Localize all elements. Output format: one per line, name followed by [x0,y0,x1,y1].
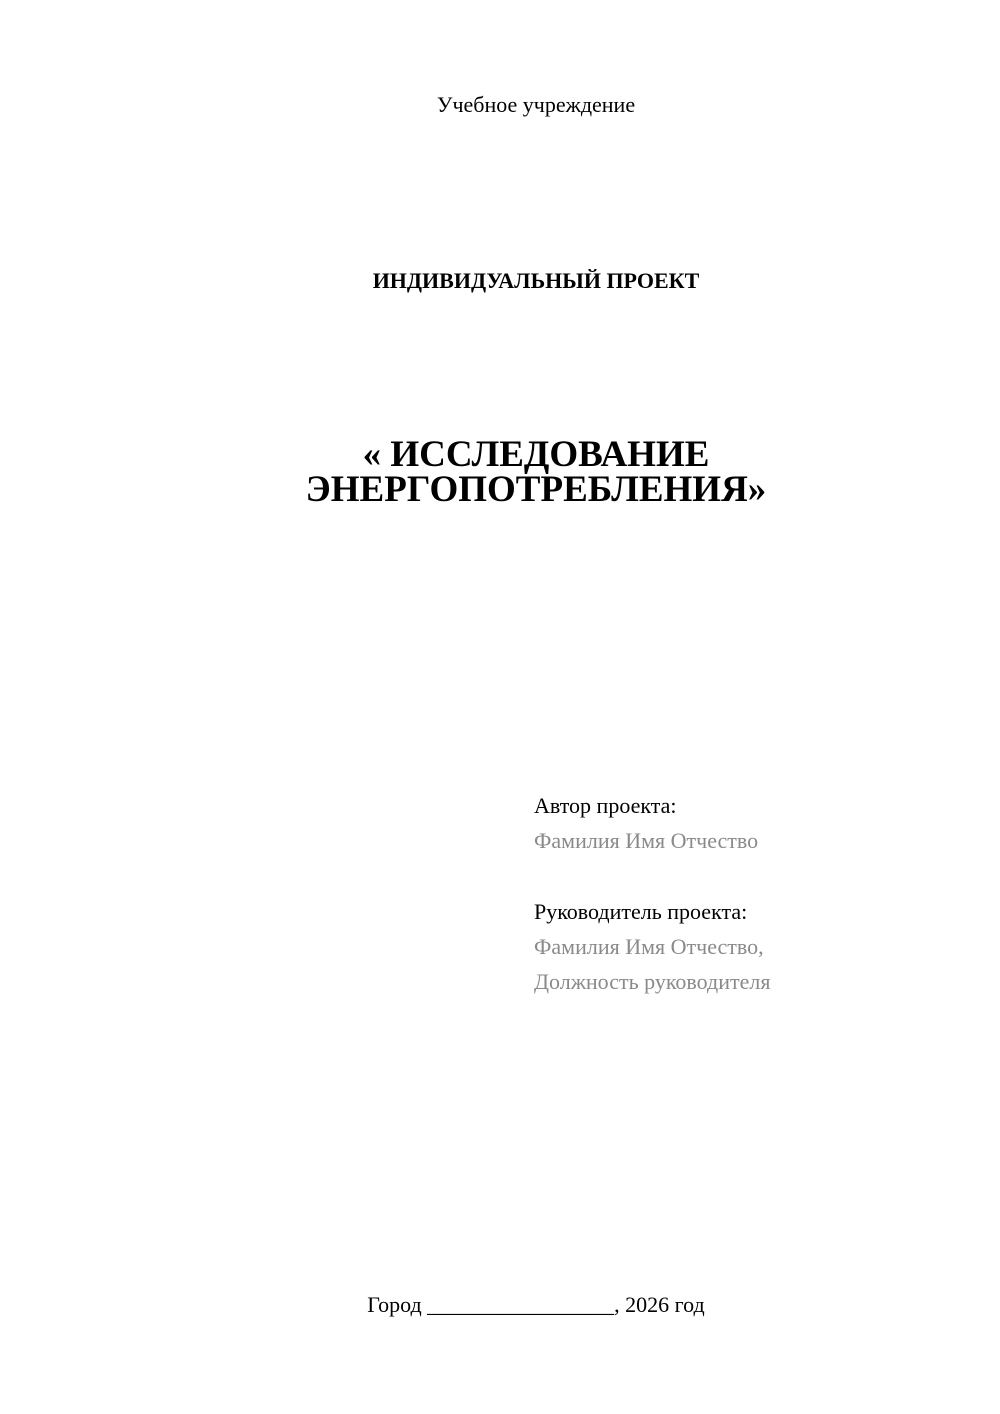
author-label: Автор проекта: [534,793,677,818]
credits-spacer [534,858,954,894]
author-name: Фамилия Имя Отчество [534,828,759,853]
project-title-line-2: ЭНЕРГОПОТРЕБЛЕНИЯ» [305,469,767,510]
credits-block [534,788,954,999]
supervisor-name: Фамилия Имя Отчество, [534,934,764,959]
supervisor-position: Должность руководителя [534,969,771,994]
project-type-heading: ИНДИВИДУАЛЬНЫЙ ПРОЕКТ [372,268,700,293]
footer-city-year: Город _________________, 2026 год [367,1292,705,1317]
project-title [0,434,1000,510]
supervisor-label: Руководитель проекта: [534,899,748,924]
institution-name: Учебное учреждение [436,92,636,117]
project-title-line-1: « ИССЛЕДОВАНИЕ [362,434,710,475]
